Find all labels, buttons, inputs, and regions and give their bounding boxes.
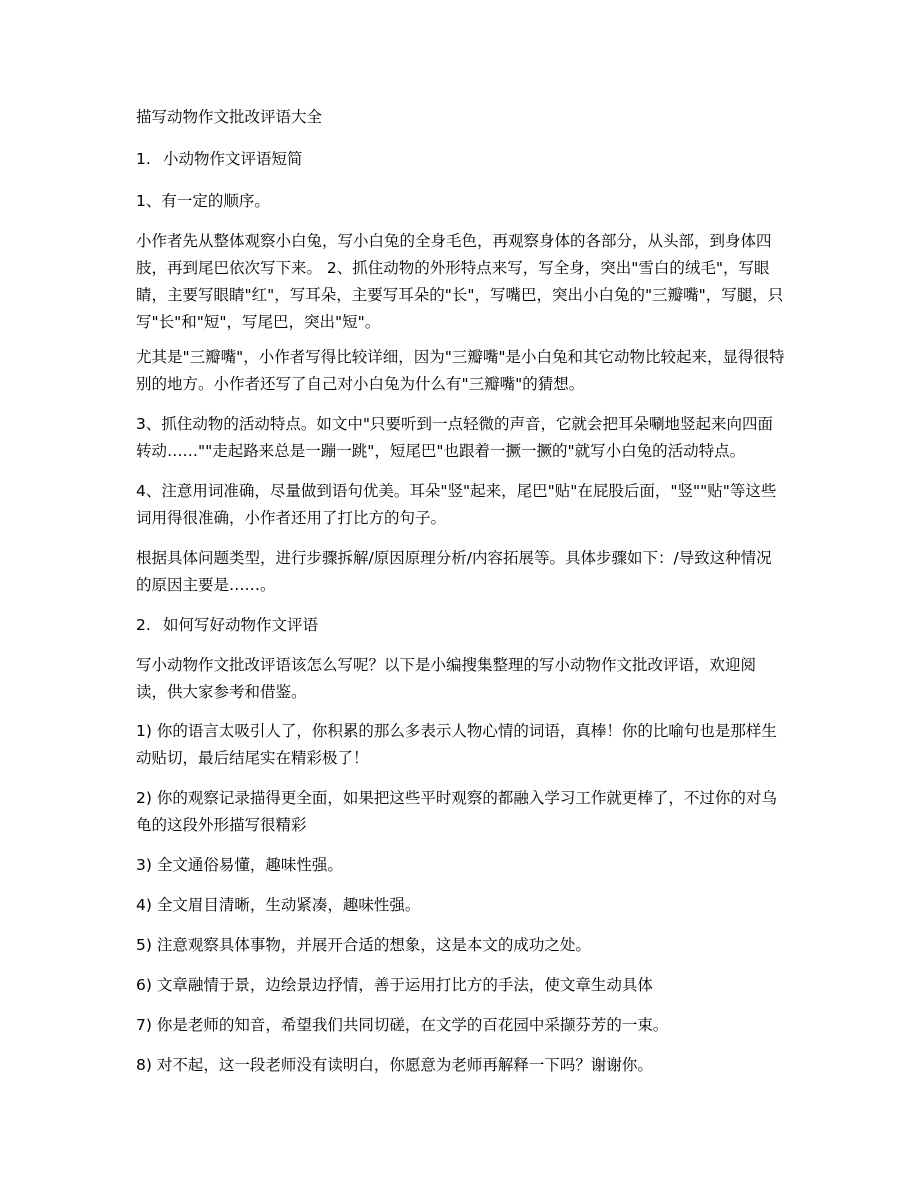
paragraph: 根据具体问题类型，进行步骤拆解/原因原理分析/内容拓展等。具体步骤如下：/导致这种情况的原因主要是……。 (136, 549, 772, 594)
section-number-1: 1. (136, 150, 151, 168)
document-title: 描写动物作文批改评语大全 (136, 108, 323, 126)
comment-item: 8) 对不起，这一段老师没有读明白，你愿意为老师再解释一下吗？谢谢你。 (136, 1056, 653, 1074)
comment-item: 4) 全文眉目清晰，生动紧凑，趣味性强。 (136, 896, 421, 914)
paragraph: 4、注意用词准确，尽量做到语句优美。耳朵"竖"起来，尾巴"贴"在屁股后面，"竖""贴"等这些词用得很准确，小作者还用了打比方的句子。 (136, 482, 777, 527)
paragraph: 尤其是"三瓣嘴"，小作者写得比较详细，因为"三瓣嘴"是小白兔和其它动物比较起来，显得很特别的地方。小作者还写了自己对小白兔为什么有"三瓣嘴"的猜想。 (136, 348, 785, 393)
section-title-1: 小动物作文评语短简 (163, 150, 303, 168)
paragraph: 小作者先从整体观察小白兔，写小白兔的全身毛色，再观察身体的各部分，从头部，到身体四肢，再到尾巴依次写下来。 2、抓住动物的外形特点来写，写全身，突出"雪白的绒毛"，写眼睛，主要写眼睛"红"，写耳朵，主要写耳朵的"长"，写嘴巴，突出小白兔的"三瓣嘴"，写腿，只写"长"和"短"，写尾巴，突出"短"。 (136, 232, 784, 331)
paragraph: 3、抓住动物的活动特点。如文中"只要听到一点轻微的声音，它就会把耳朵唰地竖起来向四面转动……""走起路来总是一蹦一跳"，短尾巴"也跟着一撅一撅的"就写小白兔的活动特点。 (136, 415, 773, 460)
comment-item: 5) 注意观察具体事物，并展开合适的想象，这是本文的成功之处。 (136, 936, 591, 954)
comment-item: 6) 文章融情于景，边绘景边抒情，善于运用打比方的手法，使文章生动具体 (136, 976, 653, 994)
section-title-2: 如何写好动物作文评语 (163, 616, 319, 634)
comment-item: 2) 你的观察记录描得更全面，如果把这些平时观察的都融入学习工作就更棒了，不过你的对乌龟的这段外形描写很精彩 (136, 789, 777, 834)
paragraph: 写小动物作文批改评语该怎么写呢？以下是小编搜集整理的写小动物作文批改评语，欢迎阅读，供大家参考和借鉴。 (136, 656, 757, 701)
comment-item: 1) 你的语言太吸引人了，你积累的那么多表示人物心情的词语，真棒！你的比喻句也是那样生动贴切，最后结尾实在精彩极了！ (136, 722, 777, 767)
comment-item: 7) 你是老师的知音，希望我们共同切磋，在文学的百花园中采撷芬芳的一束。 (136, 1016, 669, 1034)
section-number-2: 2. (136, 616, 151, 634)
paragraph: 1、有一定的顺序。 (136, 192, 270, 210)
section-heading-2 (136, 612, 318, 639)
section-heading-1 (136, 146, 303, 173)
comment-item: 3) 全文通俗易懂，趣味性强。 (136, 856, 343, 874)
